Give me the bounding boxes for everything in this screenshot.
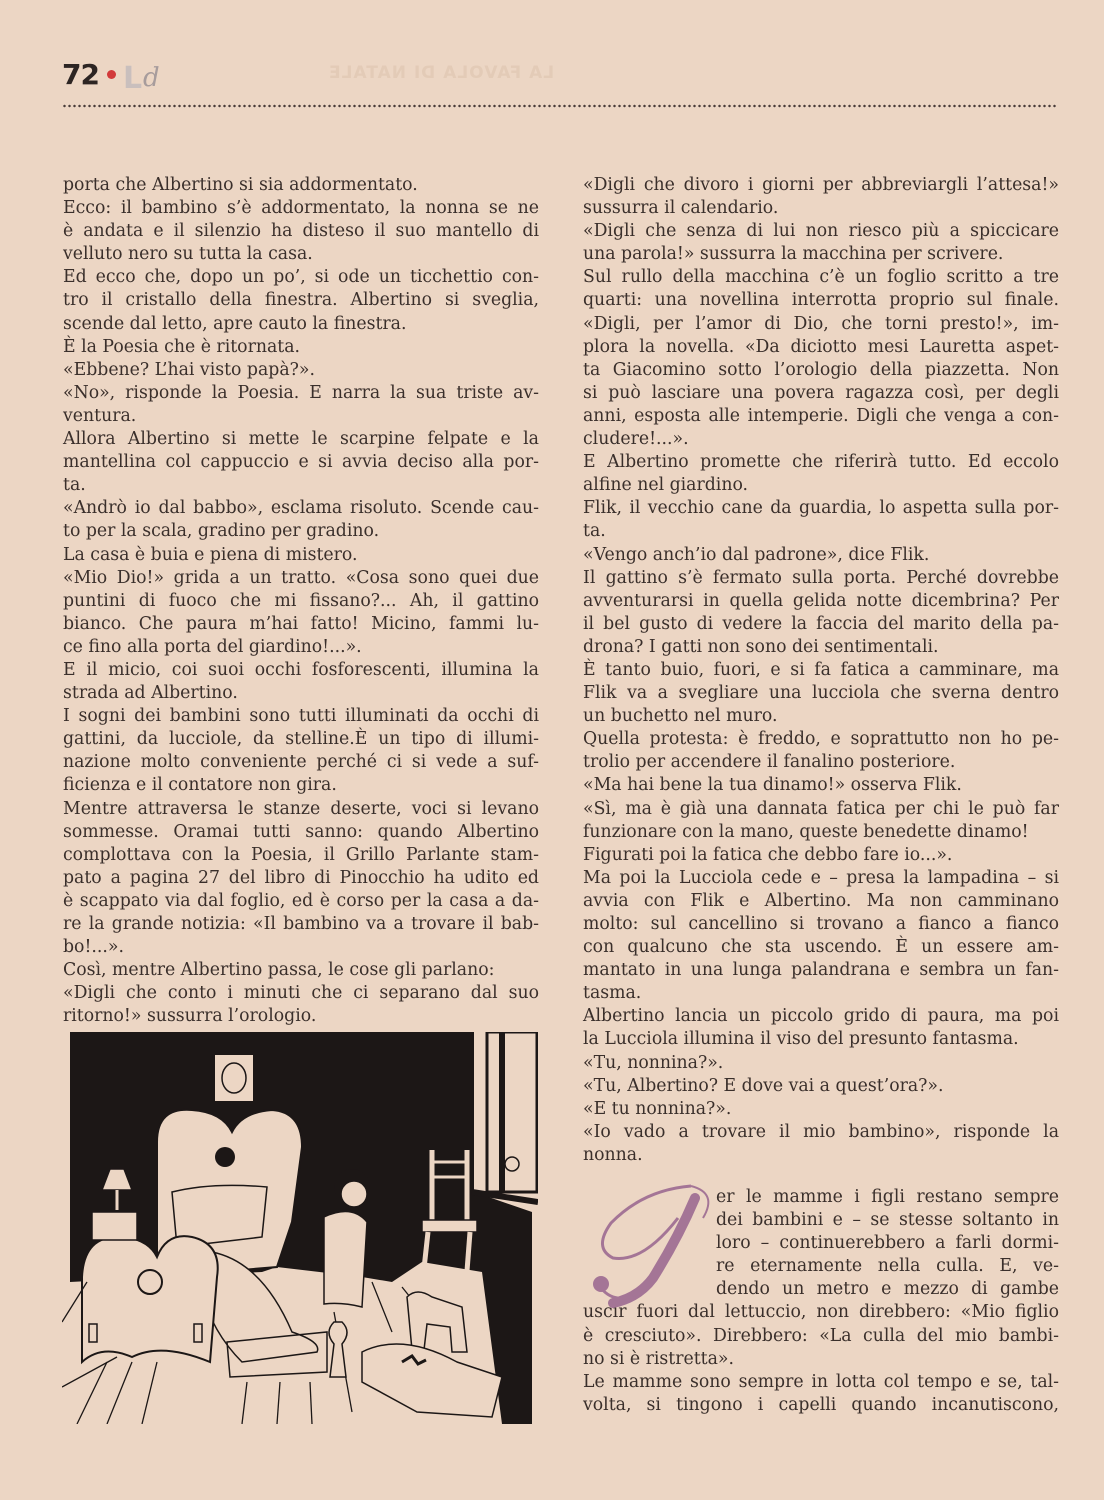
- text-line: cludere!...».: [583, 429, 689, 450]
- text-line: sussurra il calendario.: [583, 198, 779, 219]
- text-line: un buchetto nel muro.: [583, 706, 778, 727]
- text-line: Flik va a svegliare una lucciola che sverna dentro: [583, 683, 1059, 704]
- text-line: La casa è buia e piena di mistero.: [63, 544, 358, 565]
- text-line: bo!...».: [63, 937, 124, 958]
- text-line: ce fino alla porta del giardino!...».: [63, 636, 362, 657]
- bedroom-illustration: [62, 1032, 538, 1424]
- text-line: avvia con Flik e Albertino. Ma non camminano: [583, 890, 1059, 911]
- text-line: «Sì, ma è già una dannata fatica per chi le può far: [583, 798, 1059, 819]
- text-line: Ecco: il bambino s’è addormentato, la nonna se ne: [63, 198, 539, 219]
- text-line: bianco. Che paura m’hai fatto! Micino, fammi lu-: [63, 613, 539, 634]
- text-line: drona? I gatti non sono dei sentimentali.: [583, 636, 939, 657]
- page-header: [62, 52, 167, 96]
- text-line: Sul rullo della macchina c’è un foglio scritto a tre: [583, 267, 1059, 288]
- text-line: «Digli che divoro i giorni per abbreviargli l’attesa!»: [583, 175, 1059, 195]
- text-line: er le mamme i figli restano sempre: [716, 1187, 1059, 1207]
- text-line: volta, si tingono i capelli quando incanutiscono,: [583, 1394, 1059, 1415]
- text-line: trolio per accendere il fanalino posteriore.: [583, 752, 956, 773]
- text-line: la Lucciola illumina il viso del presunto fantasma.: [583, 1029, 1019, 1050]
- header-bullet-icon: [107, 70, 116, 79]
- dropcap-section: [583, 1186, 1059, 1417]
- text-line: quarti: una novellina interrotta proprio sul finale.: [583, 290, 1059, 311]
- text-line: mantellina col cappuccio e si avvia deciso alla por-: [63, 452, 539, 473]
- text-line: scende dal letto, apre cauto la finestra.: [63, 313, 407, 334]
- dropcap-body-lines: [583, 1301, 1059, 1416]
- text-line: re eternamente nella culla. E, ve-: [716, 1256, 1059, 1277]
- text-line: avventurarsi in quella gelida notte dicembrina? Per: [583, 590, 1059, 611]
- magazine-logo: [122, 57, 167, 96]
- logo-letter-d: d: [142, 63, 160, 93]
- text-line: «Andrò io dal babbo», esclama risoluto. Scende cau-: [63, 498, 539, 519]
- text-line: Mentre attraversa le stanze deserte, voci si levano: [63, 798, 539, 819]
- text-line: ficienza e il contatore non gira.: [63, 775, 337, 796]
- text-line: Allora Albertino si mette le scarpine felpate e la: [63, 429, 539, 450]
- text-line: uscir fuori dal lettuccio, non direbbero: «Mio figlio: [583, 1302, 1059, 1323]
- child-nightgown: [324, 1212, 367, 1307]
- text-line: È tanto buio, fuori, e si fa fatica a camminare, ma: [583, 659, 1059, 680]
- left-column-text: [63, 174, 539, 1028]
- text-line: anni, esposta alle intemperie. Digli che venga a con-: [583, 405, 1059, 426]
- text-line: nonna.: [583, 1144, 643, 1165]
- dotted-divider: [62, 104, 1057, 108]
- text-line: pato a pagina 27 del libro di Pinocchio ha udito ed: [63, 867, 539, 888]
- picture-frame: [214, 1054, 254, 1102]
- text-line: ventura.: [63, 405, 137, 426]
- text-line: Figurati poi la fatica che debbo fare io...».: [583, 844, 953, 865]
- text-line: puntini di fuoco che mi fissano?... Ah, il gattino: [63, 590, 539, 611]
- text-line: è cresciuto». Direbbero: «La culla del mio bambi-: [583, 1325, 1059, 1346]
- text-line: molto: sul cancellino si trovano a fianco a fianco: [583, 914, 1059, 934]
- text-line: ta.: [583, 521, 606, 542]
- text-line: re la grande notizia: «Il bambino va a trovare il bab-: [63, 914, 539, 934]
- text-line: Albertino lancia un piccolo grido di paura, ma poi: [583, 1006, 1059, 1027]
- text-line: «Mio Dio!» grida a un tratto. «Cosa sono quei due: [63, 567, 539, 588]
- running-title-showthrough: LA FAVOLA DI NATALE: [328, 63, 555, 83]
- text-line: ritorno!» sussurra l’orologio.: [63, 1006, 317, 1027]
- text-line: tasma.: [583, 983, 642, 1004]
- text-line: I sogni dei bambini sono tutti illuminati da occhi di: [63, 706, 539, 727]
- text-line: Il gattino s’è fermato sulla porta. Perché dovrebbe: [583, 567, 1059, 588]
- text-line: «Tu, Albertino? E dove vai a quest’ora?».: [583, 1075, 944, 1096]
- text-line: dei bambini e – se stesse soltanto in: [716, 1210, 1059, 1231]
- text-line: Ma poi la Lucciola cede e – presa la lampadina – si: [583, 867, 1059, 888]
- child-face: [341, 1181, 367, 1207]
- text-line: Ed ecco che, dopo un po’, si ode un ticchettio con-: [63, 267, 539, 288]
- text-line: plora la novella. «Da diciotto mesi Lauretta aspet-: [583, 336, 1059, 357]
- text-line: loro – continuerebbero a farli dormi-: [716, 1233, 1059, 1254]
- text-line: «Digli che senza di lui non riesco più a spiccicare: [583, 221, 1059, 242]
- page-number: 72: [62, 57, 99, 91]
- text-line: no si è ristretta».: [583, 1348, 734, 1369]
- text-line: «Vengo anch’io dal padrone», dice Flik.: [583, 544, 930, 565]
- text-line: «Digli che conto i minuti che ci separano dal suo: [63, 983, 539, 1004]
- text-line: È la Poesia che è ritornata.: [63, 336, 301, 357]
- nightstand: [92, 1212, 137, 1240]
- text-line: «E tu nonnina?».: [583, 1098, 732, 1119]
- text-line: «Ebbene? L’hai visto papà?».: [63, 359, 315, 380]
- text-line: complottava con la Poesia, il Grillo Parlante stam-: [63, 844, 539, 865]
- headboard-knot: [215, 1147, 235, 1167]
- text-line: E il micio, coi suoi occhi fosforescenti, illumina la: [63, 659, 539, 680]
- text-line: to per la scala, gradino per gradino.: [63, 521, 380, 542]
- text-line: una parola!» sussurra la macchina per scrivere.: [583, 244, 1004, 265]
- text-line: ta.: [63, 475, 86, 496]
- footboard: [82, 1236, 218, 1362]
- text-line: funzionare con la mano, queste benedette dinamo!: [583, 821, 1029, 842]
- text-line: ta Giacomino sotto l’orologio della piazzetta. Non: [583, 359, 1059, 380]
- text-line: «Tu, nonnina?».: [583, 1052, 724, 1073]
- right-column-text: [583, 174, 1059, 1167]
- text-line: Così, mentre Albertino passa, le cose gli parlano:: [63, 960, 495, 981]
- text-line: E Albertino promette che riferirà tutto. Ed eccolo: [583, 452, 1059, 473]
- text-line: sommesse. Oramai tutti sanno: quando Albertino: [63, 821, 539, 842]
- text-line: «Digli, per l’amor di Dio, che torni presto!», im-: [583, 313, 1059, 334]
- text-line: «Io vado a trovare il mio bambino», risponde la: [583, 1121, 1059, 1142]
- text-line: «No», risponde la Poesia. E narra la sua triste av-: [63, 382, 539, 403]
- text-line: il bel gusto di vedere la faccia del marito della pa-: [583, 613, 1059, 634]
- text-line: velluto nero su tutta la casa.: [63, 244, 313, 265]
- text-line: Flik, il vecchio cane da guardia, lo aspetta sulla por-: [583, 498, 1059, 519]
- text-line: alfine nel giardino.: [583, 475, 749, 496]
- text-line: è andata e il silenzio ha disteso il suo mantello di: [63, 221, 539, 242]
- text-line: nazione molto conveniente perché ci si vede a suf-: [63, 752, 539, 773]
- text-line: dendo un metro e mezzo di gambe: [716, 1279, 1059, 1300]
- text-line: strada ad Albertino.: [63, 683, 238, 704]
- dropcap-p-ornament: [583, 1178, 713, 1308]
- text-line: tro il cristallo della finestra. Albertino si sveglia,: [63, 290, 539, 311]
- text-line: è scappato via dal foglio, ed è corso per la casa a da-: [63, 890, 539, 911]
- text-line: porta che Albertino si sia addormentato.: [63, 175, 418, 195]
- text-line: mantato in una lunga palandrana e sembra un fan-: [583, 960, 1059, 981]
- text-line: gattini, da lucciole, da stelline.È un tipo di illumi-: [63, 729, 539, 750]
- text-line: «Ma hai bene la tua dinamo!» osserva Flik.: [583, 775, 962, 796]
- text-line: Le mamme sono sempre in lotta col tempo e se, tal-: [583, 1371, 1059, 1392]
- text-line: con qualcuno che sta uscendo. È un essere am-: [583, 937, 1059, 958]
- text-line: si può lasciare una povera ragazza così, per degli: [583, 382, 1059, 403]
- logo-letter-l: L: [122, 61, 143, 96]
- text-line: Quella protesta: è freddo, e soprattutto non ho pe-: [583, 729, 1059, 750]
- bird-icon: [505, 1157, 519, 1171]
